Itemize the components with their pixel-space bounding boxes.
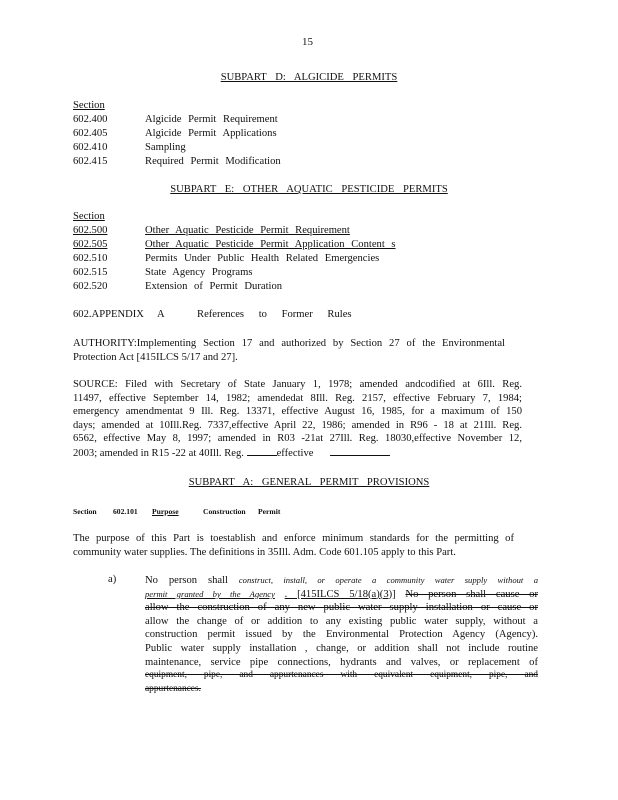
item-a-line: construction permit issued by the Environmental Protection Agency (Agency).	[145, 629, 538, 641]
subpart-e-heading: SUBPART E: OTHER AQUATIC PESTICIDE PERMITS	[170, 184, 448, 195]
statute-citation: . [415ILCS 5/18(a)(3)]	[284, 588, 396, 600]
section-title-permit: Permit	[258, 507, 281, 516]
statutory-italic: permit granted by the Agency	[145, 588, 275, 599]
purpose-line: community water supplies. The definitions in 35Ill. Adm. Code 601.105 apply to this Part.	[73, 546, 456, 558]
appendix-letter: A	[157, 309, 165, 320]
page-number: 15	[302, 36, 313, 48]
appendix-title: References to Former Rules	[197, 309, 352, 320]
section-title: Other Aquatic Pesticide Permit Requirement	[145, 225, 350, 236]
appendix-label: 602.APPENDIX	[73, 309, 144, 320]
section-title-construction: Construction	[203, 507, 246, 516]
item-a-line: maintenance, service pipe connections, hydrants and valves, or replacement of	[145, 656, 538, 668]
source-line: SOURCE: Filed with Secretary of State January 1, 1978; amended andcodified at 6Ill. Reg.	[73, 379, 522, 390]
section-number-small: 602.101	[113, 507, 138, 516]
source-line: 6562, effective May 8, 1997; amended in R03 -21at 27Ill. Reg. 18030,effective November 12,	[73, 433, 522, 445]
section-title: State Agency Programs	[145, 267, 253, 278]
subpart-e-section-label: Section	[73, 211, 105, 222]
authority-line: AUTHORITY:Implementing Section 17 and authorized by Section 27 of the Environmental	[73, 338, 505, 349]
section-title-purpose: Purpose	[152, 507, 179, 516]
blank-volume	[247, 446, 277, 456]
authority-line: Protection Act [415ILCS 5/17 and 27].	[73, 351, 238, 363]
section-number: 602.400	[73, 114, 108, 125]
source-effective: effective	[276, 447, 314, 459]
source-line: 11497, effective September 14, 1982; amendedat 8Ill. Reg. 2157, effective February 7, 1984;	[73, 392, 522, 404]
subpart-d-heading: SUBPART D: ALGICIDE PERMITS	[220, 72, 398, 83]
section-number: 602.405	[73, 128, 108, 139]
item-a-line: Public water supply installation , change, or addition shall not include routine	[145, 642, 538, 654]
section-title: Algicide Permit Applications	[145, 128, 277, 139]
section-title: Algicide Permit Requirement	[145, 114, 278, 125]
authority-note	[73, 337, 505, 364]
item-a-marker: a)	[108, 574, 117, 585]
section-number: 602.415	[73, 156, 108, 167]
section-title: Extension of Permit Duration	[145, 281, 283, 292]
struck-line: allow the construction of any new public water supply installation or cause or	[145, 602, 538, 614]
item-a-line	[145, 574, 538, 588]
section-number: 602.510	[73, 253, 108, 264]
source-line: days; amended at 10Ill.Reg. 7337,effective April 22, 1986; amended in R96 - 18 at 21Ill. Reg.	[73, 419, 522, 431]
source-note	[73, 378, 522, 461]
section-number: 602.520	[73, 281, 108, 292]
struck-line: equipment, pipe, and appurtenances with equivalent equipment, pipe, and	[145, 670, 538, 681]
struck-line: appurtenances.	[145, 683, 201, 694]
section-number: 602.505	[73, 239, 108, 250]
section-title: Required Permit Modification	[145, 156, 281, 167]
source-line	[73, 446, 522, 461]
section-number: 602.500	[73, 225, 108, 236]
source-line-part: 2003; amended in R15 -22 at 40Ill. Reg.	[73, 447, 244, 459]
blank-date	[330, 446, 390, 456]
section-title: Permits Under Public Health Related Emergencies	[145, 253, 380, 264]
struck-text: No person shall cause or	[405, 588, 538, 600]
purpose-line: The purpose of this Part is toestablish and enforce minimum standards for the permitting of	[73, 533, 514, 544]
subpart-a-heading: SUBPART A: GENERAL PERMIT PROVISIONS	[188, 477, 430, 488]
item-a-plain: No person shall	[145, 575, 228, 586]
statutory-italic: construct, install, or operate a community water supply without a	[238, 575, 538, 585]
section-number: 602.515	[73, 267, 108, 278]
subpart-d-section-label: Section	[73, 100, 105, 111]
section-title: Other Aquatic Pesticide Permit Application Content s	[145, 239, 396, 250]
item-a-line	[145, 588, 538, 602]
section-label-small: Section	[73, 507, 97, 516]
section-number: 602.410	[73, 142, 108, 153]
item-a-text	[145, 574, 538, 696]
source-line: emergency amendmentat 9 Ill. Reg. 13371, effective August 16, 1985, for a maximum of 150	[73, 406, 522, 418]
section-title: Sampling	[145, 142, 186, 153]
item-a-line: allow the change of or addition to any existing public water supply, without a	[145, 615, 538, 627]
purpose-paragraph	[73, 532, 514, 559]
